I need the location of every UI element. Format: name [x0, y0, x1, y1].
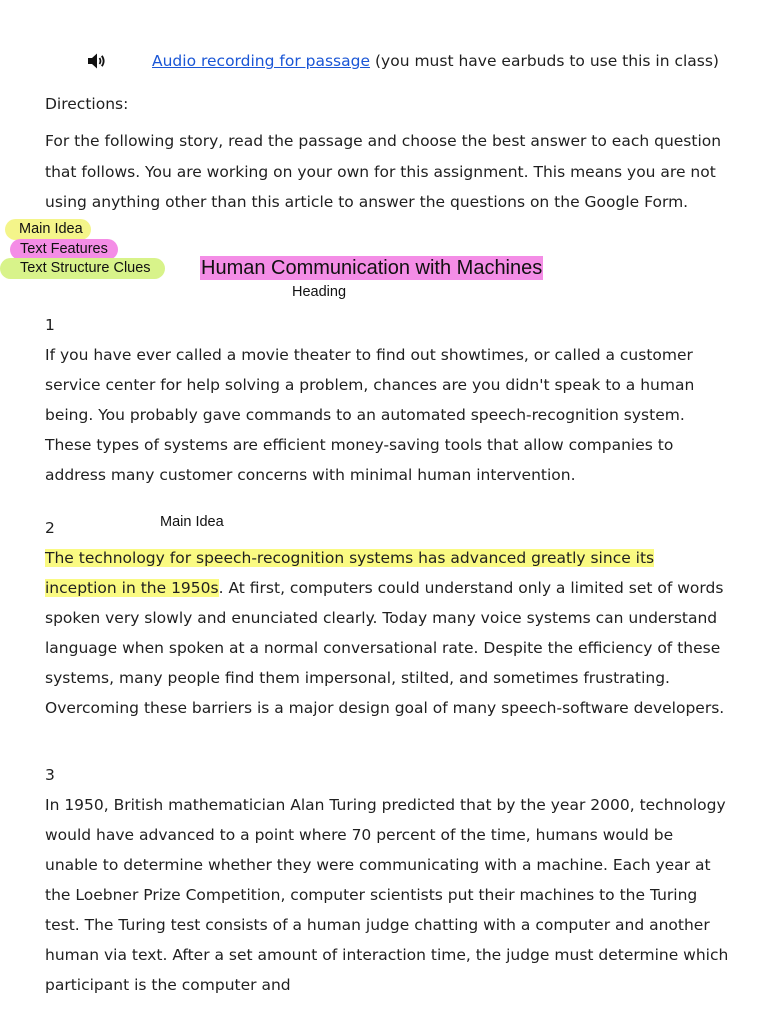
audio-note: (you must have earbuds to use this in class) [375, 52, 719, 70]
paragraph-number: 2 [45, 519, 55, 537]
main-idea-annotation: Main Idea [160, 514, 224, 530]
paragraph-number: 1 [45, 316, 55, 334]
audio-line [86, 48, 719, 74]
paragraph-2 [45, 543, 730, 723]
legend-main-idea: Main Idea [5, 219, 91, 240]
speaker-icon[interactable] [86, 50, 108, 72]
directions-label: Directions: [45, 95, 129, 113]
legend-text-structure: Text Structure Clues [0, 258, 165, 279]
heading-annotation: Heading [292, 284, 347, 300]
paragraph-1: If you have ever called a movie theater to find out showtimes, or called a customer service center for help solving a problem, chances are you didn't speak to a human being. You probably gave commands to an automated speech-recognition system. These types of systems are efficient money-saving tools that allow companies to address many customer concerns with minimal human intervention. [45, 346, 695, 484]
main-idea-highlight: The technology for speech-recognition systems has advanced greatly since its inception in the 1950s [45, 549, 655, 597]
article-title: Human Communication with Machines [201, 257, 543, 279]
paragraph-2-text: . At first, computers could understand only a limited set of words spoken very slowly and enunciated clearly. Today many voice systems can understand language when spoken at a normal conversational rate. Despite the efficiency of these systems, many people find them impersonal, stilted, and sometimes frustrating. Overcoming these barriers is a major design goal of many speech-software developers. [45, 579, 725, 717]
audio-recording-link[interactable]: Audio recording for passage [152, 52, 370, 70]
paragraph-3: In 1950, British mathematician Alan Turing predicted that by the year 2000, technology would have advanced to a point where 70 percent of the time, humans would be unable to determine whether they were communicating with a machine. Each year at the Loebner Prize Competition, computer scientists put their machines to the Turing test. The Turing test consists of a human judge chatting with a computer and another human via text. After a set amount of interaction time, the judge must determine which participant is the computer and [45, 796, 729, 994]
legend-text-features: Text Features [10, 239, 118, 260]
paragraph-number: 3 [45, 766, 55, 784]
directions-text: For the following story, read the passage and choose the best answer to each question that follows. You are working on your own for this assignment. This means you are not using anything other than this article to answer the questions on the Google Form. [45, 132, 722, 211]
